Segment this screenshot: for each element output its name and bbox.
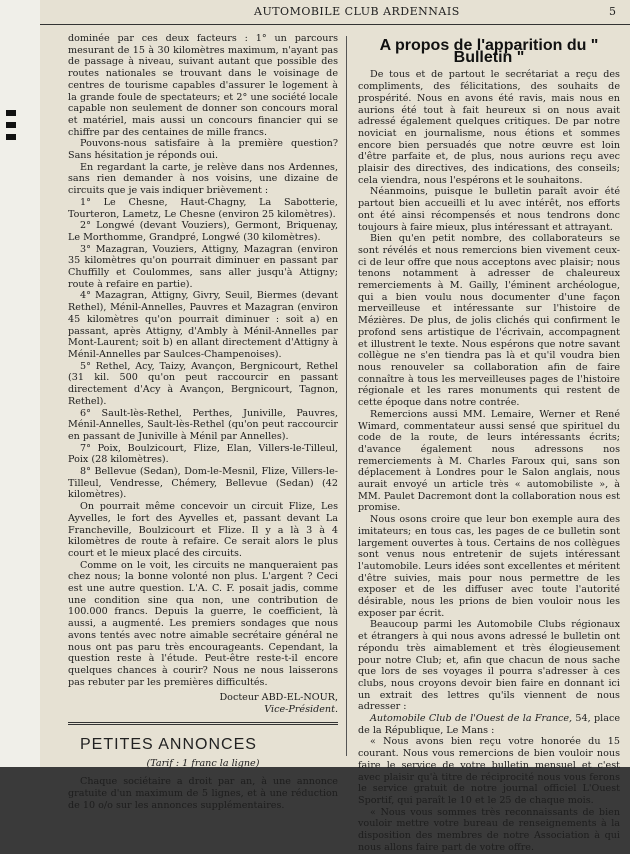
section-rule [68, 722, 338, 725]
author-signature: Docteur ABD-EL-NOUR, [219, 692, 338, 704]
club-entry [358, 713, 620, 736]
circuit-item: 2° Longwé (devant Vouziers), Germont, Briquenay, Le Morthomme, Grandpré, Longwé (30 kilomètres). [68, 220, 338, 243]
article-title: A propos de l'apparition du " Bulletin " [379, 37, 599, 66]
author-title: Vice-Président. [264, 704, 338, 716]
column-divider [346, 36, 347, 756]
bulletin-page [40, 0, 630, 853]
circuit-item: 3° Mazagran, Vouziers, Attigny, Mazagran (environ 35 kilomètres qu'on pourrait diminuer en passant par Chuffilly et Coulommes, sans aller jusqu'à Attigny; route à refaire en partie). [68, 243, 338, 290]
club-name: Automobile Club de l'Ouest de la France, [370, 713, 573, 725]
paragraph: Nous osons croire que leur bon exemple aura des imitateurs; en tous cas, les pages de ce bulletin sont largement ouvertes à tous. Certains de nos collègues sont venus nous entretenir de sujets intéressant l'automobile. Leurs idées sont excellentes et méritent d'être suivies, mais pour nous permettre de les exposer et de les diffuser avec toute l'autorité désirable, nous les prions de bien vouloir nous les exposer par écrit. [358, 514, 620, 619]
quote: « Nous avons bien reçu votre honorée du 15 courant. Nous vous remercions de bien vouloir nous faire le service de votre bulletin mensuel et c'est avec plaisir qu'à titre de réciprocité nous vous ferons le service gratuit de notre journal officiel L'Ouest Sportif, qui paraît le 10 et le 25 de chaque mois. [358, 736, 620, 806]
quote: « Nous vous sommes très reconnaissants de bien vouloir mettre votre bureau de renseignements à la disposition des membres de notre Association à qui nous allons faire part de votre offre. [358, 806, 620, 853]
adjacent-page-edge [0, 0, 40, 767]
paragraph: Remercions aussi MM. Lemaire, Werner et René Wimard, commentateur aussi sensé que spirituel du code de la route, de leurs intéressants écrits; d'avance également nous adressons nos remerciements à M. Charles Faroux qui, sans son déplacement à Londres pour le Salon anglais, nous aurait envoyé un article très « automobiliste », à MM. Paulet Dacremont dont la collaboration nous est promise. [358, 408, 620, 514]
paragraph: dominée par ces deux facteurs : 1° un parcours mesurant de 15 à 30 kilomètres maximum, n'ayant pas de passage à niveau, suivant autant que possible des routes nationales se trouvant dans le voisinage de centres de tourisme capables d'assurer le logement à la grande foule de spectateurs; et 2° une société locale capable non seulement de donner son concours moral et matériel, mais aussi un concours financier qui se chiffre par des centaines de mille francs. [68, 33, 338, 138]
edge-mark [6, 122, 16, 128]
paragraph: Bien qu'en petit nombre, des collaborateurs se sont révélés et nous remercions bien vivement ceux-ci de leur offre que nous acceptons avec plaisir; nous tenons notamment à adresser de chaleureux remerciements à M. Gailly, l'éminent archéologue, qui a bien voulu nous documenter d'une façon merveilleuse et intéressante sur l'histoire de Mézières. De plus, de jolis clichés qui confirment le profond sens artistique de l'écrivain, accompagnent et illustrent le texte. Nous espérons que notre savant collègue ne s'en tiendra pas là et qu'il voudra bien nous renouveler sa collaboration afin de faire connaître à tous les merveilleuses pages de l'histoire régionale et les rares monuments qui restent de cette époque dans notre contrée. [358, 233, 620, 409]
circuit-item: 7° Poix, Boulzicourt, Flize, Elan, Villers-le-Tilleul, Poix (28 kilomètres). [68, 442, 338, 466]
circuit-item: 1° Le Chesne, Haut-Chagny, La Sabotterie, Tourteron, Lametz, Le Chesne (environ 25 kilomètres). [68, 196, 338, 220]
paragraph: Comme on le voit, les circuits ne manqueraient pas chez nous; la bonne volonté non plus. L'argent ? Ceci est une autre question. L'A. C. F. posait jadis, comme une condition sine qua non, une contribution de 100.000 francs. Depuis la guerre, le coefficient, là aussi, a augmenté. Les premiers sondages que nous avons tentés avec notre aimable secrétaire général ne nous ont pas paru très encourageants. Cependant, la question reste à l'étude. Peut-être reste-t-il encore quelques chances à courir? Nous ne nous laisserons pas rebuter par les premières difficultés. [68, 559, 338, 688]
circuit-item: 8° Bellevue (Sedan), Dom-le-Mesnil, Flize, Villers-le-Tilleul, Vendresse, Chémery, Bellevue (Sedan) (42 kilomètres). [68, 466, 338, 501]
paragraph: Pouvons-nous satisfaire à la première question? Sans hésitation je réponds oui. [68, 138, 338, 162]
page-number: 5 [609, 5, 616, 18]
annonces-text: Chaque sociétaire a droit par an, à une annonce gratuite d'un maximum de 5 lignes, et à une réduction de 10 o/o sur les annonces supplémentaires. [68, 776, 338, 811]
circuit-item: 6° Sault-lès-Rethel, Perthes, Juniville, Pauvres, Ménil-Annelles, Sault-lès-Rethel (qu'on peut raccourcir en passant de Juniville à Ménil par Annelles). [68, 407, 338, 442]
paragraph: De tous et de partout le secrétariat a reçu des compliments, des félicitations, des souhaits de prospérité. Nous en avons été ravis, mais nous en aurions été tout à fait heureux si on nous avait adressé également quelques critiques. De par notre noviciat en journalisme, nous étions et sommes encore bien persuadés que notre œuvre est loin d'être parfaite et, de plus, nous aurions reçu avec plaisir des directives, des indications, des conseils; cela viendra, nous l'espérons et le souhaitons. [358, 69, 620, 186]
annonces-tarif: (Tarif : 1 franc la ligne) [146, 758, 260, 770]
page-header [40, 0, 630, 25]
circuit-item: 5° Rethel, Acy, Taizy, Avançon, Bergnicourt, Rethel (31 kil. 500 qu'on peut raccourcir en passant directement d'Acy à Avançon, Bergnicourt, Tagnon, Rethel). [68, 360, 338, 407]
edge-mark [6, 134, 16, 140]
right-column [358, 37, 620, 854]
edge-mark [6, 110, 16, 116]
paragraph: On pourrait même concevoir un circuit Flize, Les Ayvelles, le fort des Ayvelles et, passant devant La Francheville, Boulzicourt et Flize. Il y a là 3 à 4 kilomètres de route à refaire. Ce serait alors le plus court et le mieux placé des circuits. [68, 501, 338, 559]
paragraph: En regardant la carte, je relève dans nos Ardennes, sans rien demander à nos voisins, une dizaine de circuits que je vais indiquer brièvement : [68, 161, 338, 197]
annonces-heading: PETITES ANNONCES [80, 735, 257, 753]
left-column [68, 33, 338, 811]
paragraph: Beaucoup parmi les Automobile Clubs régionaux et étrangers à qui nous avons adressé le bulletin ont répondu très aimablement et très élogieusement pour notre Club; et, afin que chacun de nous sache que lors de ses voyages il pourra s'adresser à ces clubs, nous croyons devoir bien faire en donnant ici un extrait des lettres qu'ils viennent de nous adresser : [358, 619, 620, 713]
circuit-item: 4° Mazagran, Attigny, Givry, Seuil, Biermes (devant Rethel), Ménil-Annelles, Pauvres et Mazagran (environ 45 kilomètres qu'on pourrait diminuer : soit a) en passant, après Attigny, d'Ambly à Ménil-Annelles par Mont-Laurent; soit b) en allant directement d'Attigny à Ménil-Annelles par Saulces-Champenoises). [68, 290, 338, 360]
page-header-title: AUTOMOBILE CLUB ARDENNAIS [254, 5, 460, 18]
paragraph: Néanmoins, puisque le bulletin paraît avoir été partout bien accueilli et lu avec intérêt, nos efforts ont été ainsi récompensés et nous tendrons donc toujours à faire mieux, plus intéressant et attrayant. [358, 186, 620, 233]
club-address: 54, place de la République, Le Mans : [358, 713, 620, 736]
